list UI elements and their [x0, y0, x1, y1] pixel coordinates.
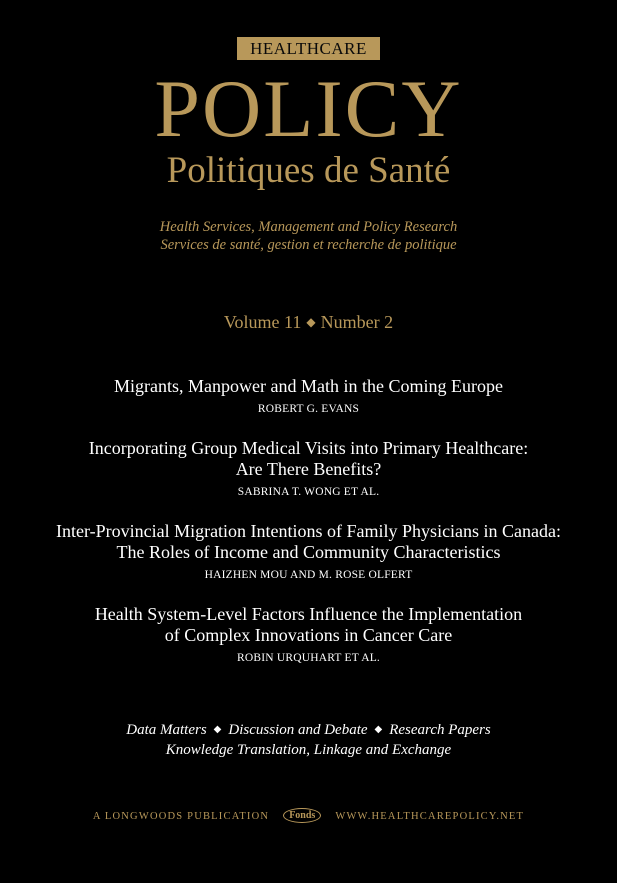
- article-author: SABRINA T. WONG ET AL.: [237, 486, 380, 498]
- subtitle-fr: Services de santé, gestion et recherche de politique: [160, 237, 457, 253]
- article-author: ROBERT G. EVANS: [257, 403, 360, 415]
- section-discussion-debate: Discussion and Debate: [228, 722, 368, 738]
- article-3: [0, 521, 617, 582]
- article-title: Health System-Level Factors Influence the Implementation: [94, 604, 523, 624]
- diamond-icon: ◆: [213, 724, 222, 735]
- masthead-badge-wrap: [0, 37, 617, 60]
- article-author: HAIZHEN MOU AND M. ROSE OLFERT: [204, 569, 413, 581]
- article-2: [0, 438, 617, 499]
- article-title-line-2: The Roles of Income and Community Characteristics: [116, 542, 501, 562]
- issue-number: Number 2: [320, 312, 394, 332]
- footer: [0, 808, 617, 826]
- subtitle-en: Health Services, Management and Policy Research: [159, 219, 458, 235]
- article-title-line-2: of Complex Innovations in Cancer Care: [164, 625, 453, 645]
- section-research-papers: Research Papers: [389, 722, 491, 738]
- issue-volume: Volume 11: [223, 312, 302, 332]
- article-title: Incorporating Group Medical Visits into Primary Healthcare:: [88, 438, 529, 458]
- fonds-logo: Fonds: [283, 808, 321, 823]
- article-title: Migrants, Manpower and Math in the Coming Europe: [114, 376, 503, 396]
- diamond-icon: ◆: [374, 724, 383, 735]
- article-1: [0, 376, 617, 416]
- issue-info: [0, 311, 617, 333]
- masthead-title-fr: Politiques de Santé: [166, 150, 451, 191]
- section-list: [0, 720, 617, 740]
- website-link[interactable]: WWW.HEALTHCAREPOLICY.NET: [335, 811, 525, 822]
- publisher-name: A LONGWOODS PUBLICATION: [92, 811, 270, 822]
- diamond-icon: ◆: [306, 315, 316, 329]
- article-title-line-2: Are There Benefits?: [235, 459, 382, 479]
- article-title: Inter-Provincial Migration Intentions of Family Physicians in Canada:: [55, 521, 562, 541]
- article-4: [0, 604, 617, 665]
- section-knowledge-translation: Knowledge Translation, Linkage and Exchange: [165, 742, 452, 758]
- masthead-badge: HEALTHCARE: [237, 37, 380, 60]
- section-data-matters: Data Matters: [126, 722, 207, 738]
- masthead-title: POLICY: [154, 63, 463, 154]
- article-author: ROBIN URQUHART ET AL.: [236, 652, 380, 664]
